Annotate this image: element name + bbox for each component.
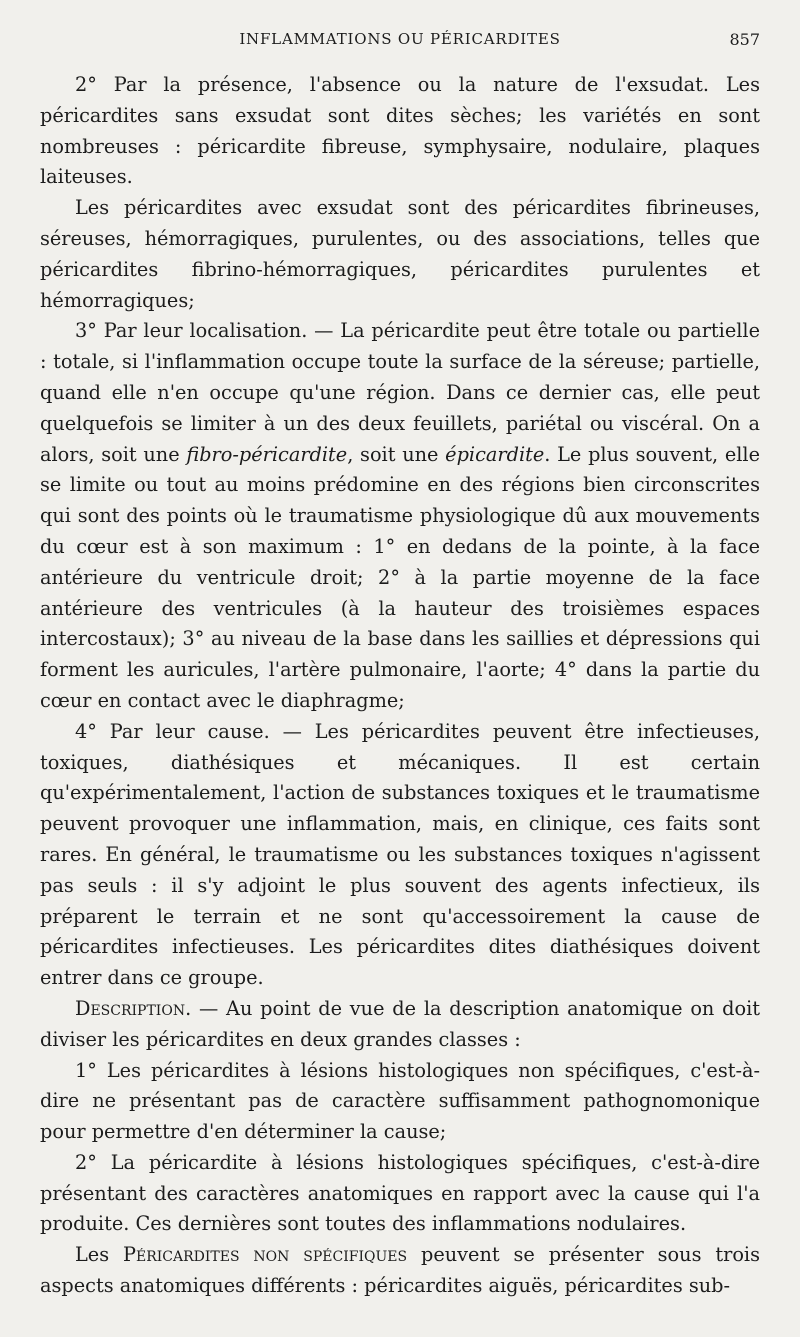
- paragraph-exsudat: 2° Par la présence, l'absence ou la nature de l'exsudat. Les péricardites sans exsudat sont dites sèches; les variétés en sont nombreuses : péricardite fibreuse, symphysaire, nodulaire, plaques laiteuses.: [40, 73, 760, 189]
- paragraph-non-specifiques: 1° Les péricardites à lésions histologiques non spécifiques, c'est-à-dire ne présentant pas de caractère suffisamment pathognomonique pour permettre d'en déterminer la cause;: [40, 1058, 760, 1144]
- page-number: 857: [729, 30, 760, 49]
- paragraph-localisation: [40, 316, 760, 716]
- body-text: [40, 70, 760, 1302]
- small-caps-term: Péricardites non spécifiques: [123, 1243, 408, 1267]
- paragraph-cause: 4° Par leur cause. — Les péricardites peuvent être infectieuses, toxiques, diathésiques et mécaniques. Il est certain qu'expérimentalement, l'action de substances toxiques et le traumatisme peuvent provoquer une inflammation, mais, en clinique, ces faits sont rares. En général, le traumatisme ou les substances toxiques n'agissent pas seuls : il s'y adjoint le plus souvent des agents infectieux, ils préparent le terrain et ne sont qu'accessoirement la cause de péricardites infectieuses. Les péricardites dites diathésiques doivent entrer dans ce groupe.: [40, 719, 760, 990]
- italic-term-epicardite: épicardite: [445, 442, 545, 466]
- text-run: — Au point de vue de la description anatomique on doit diviser les péricardites en deux grandes classes :: [40, 996, 760, 1051]
- text-run: . Le plus souvent, elle se limite ou tout au moins prédomine en des régions bien circonscrites qui sont des points où le traumatisme physiologique dû aux mouvements du cœur est à son maximum : 1° en dedans de la pointe, à la face antérieure du ventricule droit; 2° à la partie moyenne de la face antérieure des ventricules (à la hauteur des troisièmes espaces intercostaux); 3° au niveau de la base dans les saillies et dépressions qui forment les auricules, l'artère pulmonaire, l'aorte; 4° dans la partie du cœur en contact avec le diaphragme;: [40, 442, 761, 712]
- section-heading-description: Description.: [75, 996, 192, 1020]
- text-run: , soit une: [347, 442, 446, 466]
- text-run: 3° Par leur localisation. — La péricardite peut être totale ou partielle : totale, si l'inflammation occupe toute la surface de la séreuse; partielle, quand elle n'en occupe qu'une région. Dans ce dernier cas, elle peut quelquefois se limiter à un des deux feuillets, pariétal ou viscéral. On a alors, soit une: [40, 319, 760, 466]
- running-title: INFLAMMATIONS OU PÉRICARDITES: [239, 30, 561, 48]
- text-run: Les: [75, 1243, 123, 1267]
- text-run: peuvent se présenter sous trois aspects anatomiques différents : péricardites aiguës, péricardites sub-: [40, 1243, 760, 1298]
- paragraph-pericardites-non-specifiques: [40, 1240, 760, 1302]
- running-header: [40, 30, 760, 56]
- italic-term-fibro-pericardite: fibro-péricardite: [186, 442, 348, 466]
- paragraph-avec-exsudat: Les péricardites avec exsudat sont des péricardites fibrineuses, séreuses, hémorragiques, purulentes, ou des associations, telles que péricardites fibrino-hémorragiques, péricardites purulentes et hémorragiques;: [40, 196, 760, 312]
- paragraph-specifiques: 2° La péricardite à lésions histologiques spécifiques, c'est-à-dire présentant des caractères anatomiques en rapport avec la cause qui l'a produite. Ces dernières sont toutes des inflammations nodulaires.: [40, 1150, 760, 1236]
- paragraph-description: [40, 994, 760, 1056]
